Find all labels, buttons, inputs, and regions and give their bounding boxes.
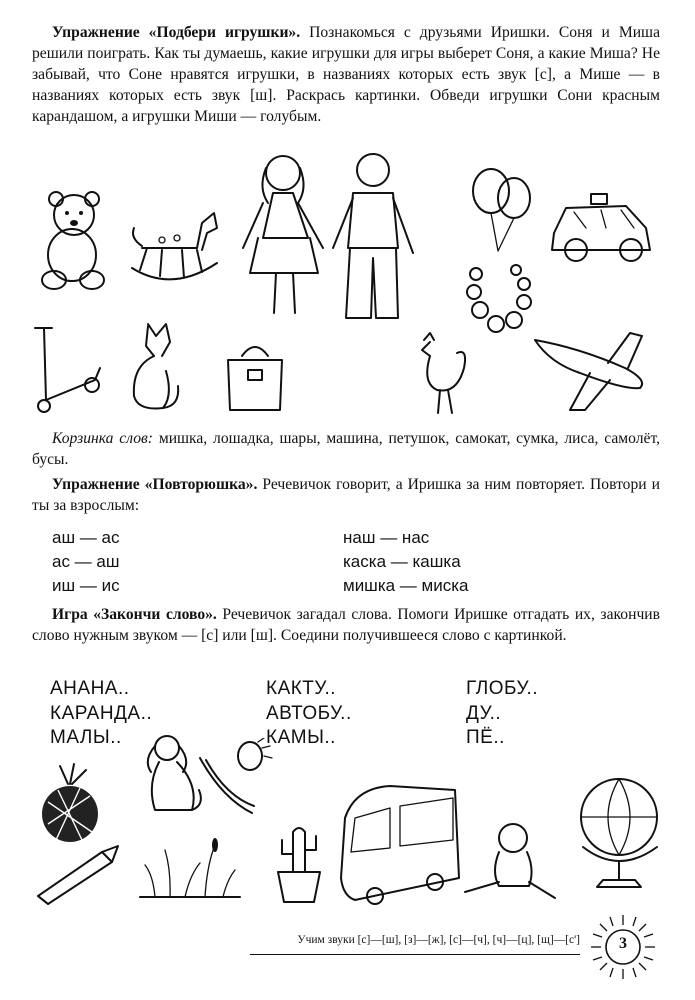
page-number: 3 <box>619 935 627 952</box>
children-sonya-misha-picture <box>238 148 428 328</box>
globe-picture <box>575 765 665 900</box>
footer-divider <box>250 954 580 955</box>
syllable-pair: иш — ис <box>52 576 120 595</box>
syllable-pairs-left <box>52 526 120 598</box>
pineapple-picture <box>30 762 108 844</box>
word-pair: наш — нас <box>343 528 430 547</box>
beads-picture <box>466 262 536 337</box>
unfinished-word: КАРАНДА.. <box>50 702 153 724</box>
exercise-1-text <box>32 22 660 127</box>
unfinished-word: АВТОБУ.. <box>266 702 352 724</box>
bag-picture <box>220 338 290 418</box>
rooster-picture <box>412 328 472 423</box>
word-pairs-right <box>343 526 468 598</box>
exercise-3-body: Речевичок загадал слова. Помоги Иришке отгадать их, закончив слово нужным звуком — [с] или [ш]. Соедини получившееся слово с картинкой. <box>32 606 660 644</box>
word-column-2 <box>266 677 352 751</box>
word-basket-text <box>32 428 660 470</box>
word-basket-label: Корзинка слов: <box>52 430 153 447</box>
word-pair: каска — кашка <box>343 552 461 571</box>
exercise-2-text <box>32 474 660 516</box>
word-column-3 <box>466 677 538 751</box>
footer-topic: Учим звуки [с]—[ш], [з]—[ж], [с]—[ч], [ч]—[ц], [щ]—[с'] <box>297 934 580 946</box>
exercise-3-title: Игра «Закончи слово». <box>52 606 217 623</box>
teddy-bear-picture <box>32 185 112 295</box>
exercise-2-body: Речевичок говорит, а Иришка за ним повторяет. Повтори и ты за взрослым: <box>32 476 660 514</box>
syllable-pair: аш — ас <box>52 528 120 547</box>
airplane-picture <box>530 318 655 418</box>
baby-picture <box>455 820 560 910</box>
cactus-picture <box>268 822 330 906</box>
unfinished-word: МАЛЫ.. <box>50 727 122 748</box>
word-pair: мишка — миска <box>343 576 469 595</box>
bus-picture <box>335 778 465 910</box>
scooter-picture <box>30 320 105 415</box>
pencil-picture <box>30 838 125 906</box>
unfinished-word: КАМЫ.. <box>266 727 336 748</box>
unfinished-word: АНАНА.. <box>50 678 130 699</box>
police-car-picture <box>546 188 656 268</box>
word-basket-words: мишка, лошадка, шары, машина, петушок, самокат, сумка, лиса, самолёт, бусы. <box>32 430 660 468</box>
fox-picture <box>118 316 188 416</box>
unfinished-word: ДУ.. <box>466 702 502 724</box>
reeds-picture <box>135 835 245 905</box>
syllable-pair: ас — аш <box>52 552 120 571</box>
exercise-3-text <box>32 604 660 646</box>
rocking-horse-picture <box>122 198 222 288</box>
shower-head-picture <box>192 738 277 820</box>
exercise-2-title: Упражнение «Повторюшка». <box>52 476 258 493</box>
balloons-picture <box>466 166 536 256</box>
exercise-1-title: Упражнение «Подбери игрушки». <box>52 24 301 41</box>
unfinished-word: ПЁ.. <box>466 727 505 748</box>
unfinished-word: КАКТУ.. <box>266 678 337 699</box>
exercise-1-body: Познакомься с друзьями Иришки. Соня и Миша решили поиграть. Как ты думаешь, какие игрушки для игры выберет Соня, а какие Миша? Не забывай, что Соне нравятся игрушки, в названиях которых есть звук [с], а Мише — в названиях которых есть звук [ш]. Раскрась картинки. Обведи игрушки Сони красным карандашом, а игрушки Миши — голубым. <box>32 24 660 125</box>
unfinished-word: ГЛОБУ.. <box>466 678 539 699</box>
